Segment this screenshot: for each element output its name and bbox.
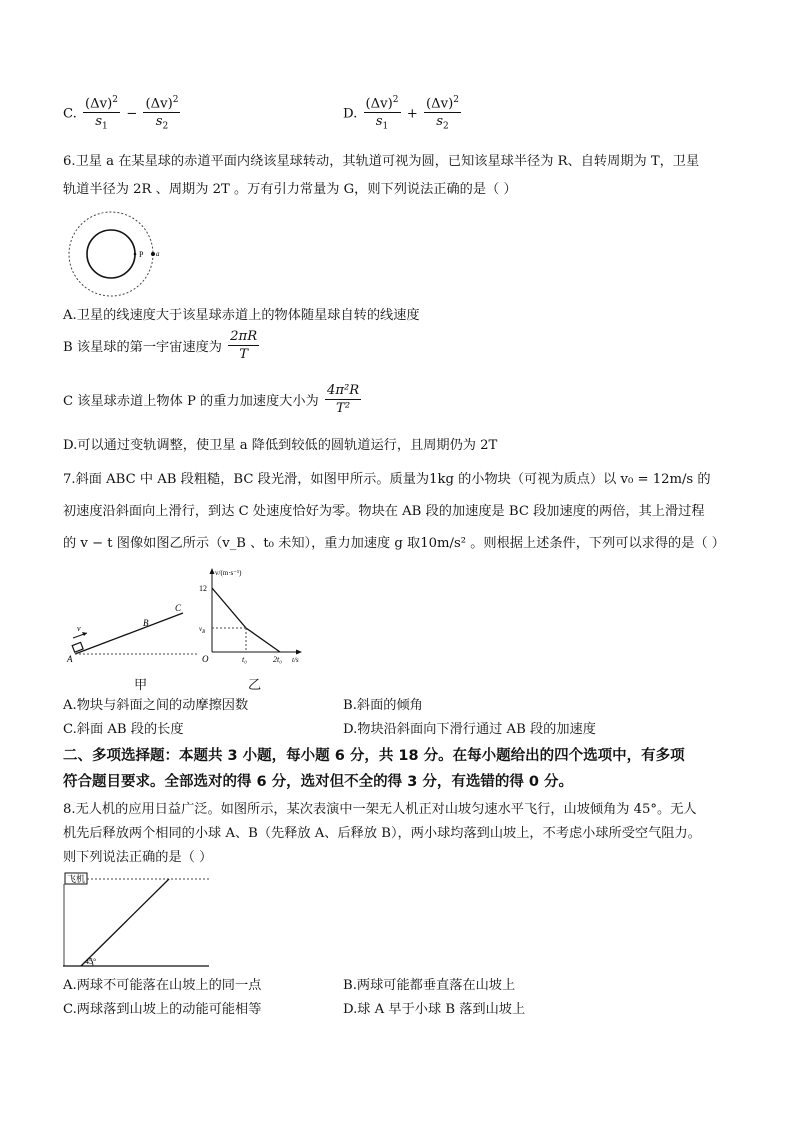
- q6-stem-line2: 轨道半径为 2R 、周期为 2T 。万有引力常量为 G，则下列说法正确的是（ ）: [63, 182, 517, 197]
- section2-heading-line2: 符合题目要求。全部选对的得 6 分，选对但不全的得 3 分，有选错的得 0 分。: [63, 774, 574, 790]
- q6-option-c-fraction: $\frac{\text{4π²R}}{\text{T²}}$: [326, 383, 360, 416]
- incline-line: [75, 613, 183, 654]
- q6-option-c-prefix: C 该星球赤道上物体 P 的重力加速度大小为: [63, 394, 319, 409]
- q8-option-a: A.两球不可能落在山坡上的同一点: [63, 978, 262, 993]
- q7-stem-line3: 的 v − t 图像如图乙所示（v_B 、t₀ 未知），重力加速度 g 取10m/s² 。则根据上述条件，下列可以求得的是（ ）: [63, 536, 725, 551]
- q8-stem-line3: 则下列说法正确的是（ ）: [63, 850, 213, 865]
- label-A: A: [67, 654, 73, 664]
- x-axis-arrow: [296, 650, 302, 655]
- q6-option-b-prefix: B 该星球的第一宇宙速度为: [63, 340, 222, 355]
- q5-fraction-4: $\frac{(\Delta v)^2}{s_2}$: [424, 92, 461, 136]
- q8-option-c: C.两球落到山坡上的动能可能相等: [63, 1002, 262, 1017]
- point-p-dot: [134, 253, 137, 256]
- vt-curve: [212, 588, 280, 652]
- q6-stem-line1: 6.卫星 a 在某星球的赤道平面内绕该星球转动，其轨道可视为圆，已知该星球半径为 R、自转周期为 T，卫星: [63, 154, 700, 169]
- q6-option-c: [63, 382, 363, 417]
- q5-minus-sign: −: [126, 106, 138, 122]
- y-axis-label: v/(m·s⁻¹): [215, 569, 242, 577]
- q5-fraction-3: $\frac{(\Delta v)^2}{s_1}$: [364, 92, 401, 136]
- q7-vt-graph: [196, 566, 306, 666]
- t-axis-label: t/s: [292, 656, 299, 664]
- q7-option-d: D.物块沿斜面向下滑行通过 AB 段的加速度: [343, 722, 596, 737]
- plane-label: 飞机: [67, 874, 86, 884]
- t2-label: 2t₀: [273, 655, 283, 664]
- t0-label: t₀: [242, 655, 248, 664]
- q6-option-d: D.可以通过变轨调整，使卫星 a 降低到较低的圆轨道运行，且周期仍为 2T: [63, 438, 498, 453]
- q5-option-c-label: C.: [63, 106, 77, 122]
- y12-label: 12: [199, 584, 207, 593]
- q8-option-d: D.球 A 早于小球 B 落到山坡上: [343, 1002, 526, 1017]
- origin-label: O: [202, 654, 209, 664]
- y-axis-arrow: [210, 568, 215, 574]
- q7-stem-line2: 初速度沿斜面向上滑行，到达 C 处速度恰好为零。物块在 AB 段的加速度是 BC 段加速度的两倍，其上滑过程: [63, 504, 705, 519]
- q5-option-d-label: D.: [343, 106, 358, 122]
- slope-line: [81, 879, 169, 966]
- label-p: P: [139, 250, 144, 259]
- planet-circle: [87, 230, 135, 278]
- section2-heading-line1: 二、多项选择题：本题共 3 小题，每小题 6 分，共 18 分。在每小题给出的四个选项中，有多项: [63, 748, 685, 764]
- q7-caption-a: 甲: [134, 678, 148, 693]
- q6-orbit-figure: [63, 208, 161, 300]
- q7-option-a: A.物块与斜面之间的动摩擦因数: [63, 698, 249, 713]
- q7-caption-b: 乙: [248, 678, 262, 693]
- label-B: B: [143, 618, 149, 628]
- q5-option-c: [63, 92, 182, 136]
- q5-option-d: [343, 92, 463, 136]
- label-a: a: [156, 250, 160, 258]
- q7-incline-figure: [63, 596, 206, 666]
- q6-option-a: A.卫星的线速度大于该星球赤道上的物体随星球自转的线速度: [63, 308, 420, 323]
- q5-fraction-1: $\frac{(\Delta v)^2}{s_1}$: [83, 92, 120, 136]
- label-C: C: [175, 603, 182, 613]
- q7-option-c: C.斜面 AB 段的长度: [63, 722, 184, 737]
- q8-slope-figure: [63, 870, 213, 972]
- q7-stem-line1: 7.斜面 ABC 中 AB 段粗糙，BC 段光滑，如图甲所示。质量为1kg 的小物块（可视为质点）以 v₀ = 12m/s 的: [63, 472, 711, 487]
- q8-stem-line1: 8.无人机的应用日益广泛。如图所示，某次表演中一架无人机正对山坡匀速水平飞行，山坡倾角为 45°。无人: [63, 802, 697, 817]
- angle-label: 45°: [85, 957, 97, 966]
- block: [72, 642, 83, 652]
- q6-option-b-fraction: $\frac{2\pi R}{T}$: [230, 329, 258, 362]
- q8-option-b: B.两球可能都垂直落在山坡上: [343, 978, 516, 993]
- q6-option-b: [63, 328, 261, 363]
- q5-plus-sign: +: [406, 106, 418, 122]
- vB-label: $v_B$: [199, 625, 206, 635]
- q7-option-b: B.斜面的倾角: [343, 698, 423, 713]
- q8-stem-line2: 机先后释放两个相同的小球 A、B（先释放 A、后释放 B），两小球均落到山坡上，不考虑小球所受空气阻力。: [63, 826, 701, 841]
- satellite-dot: [151, 252, 155, 256]
- q5-fraction-2: $\frac{(\Delta v)^2}{s_2}$: [143, 92, 180, 136]
- label-v: v: [77, 624, 81, 633]
